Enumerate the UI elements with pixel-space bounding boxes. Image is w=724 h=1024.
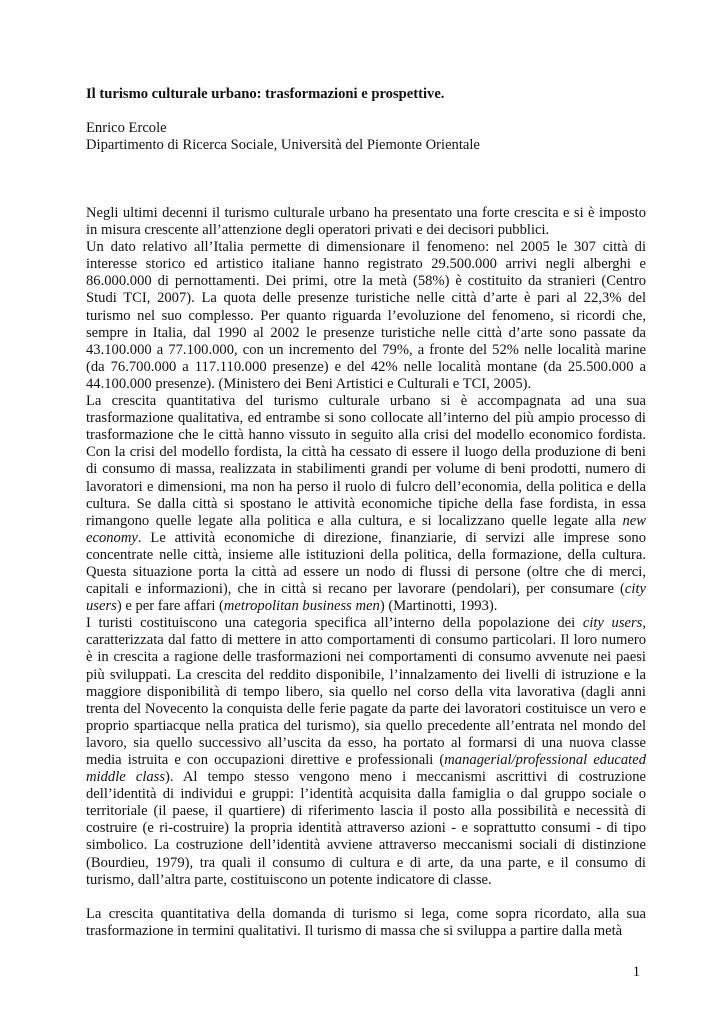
text-run: , caratterizzata dal fatto di mettere in atto comportamenti di consumo particolari. Il loro numero è in crescita a ragione delle trasformazioni nei comportamenti di consumo avvenute nei paesi più sviluppati. La crescita del reddito disponibile, l’innalzamento dei livelli di istruzione e la maggiore disponibilità di tempo libero, sia quello nel corso della vita lavorativa (dagli anni trenta del Novecento la conquista delle ferie pagate da parte dei lavoratori costituisce un vero e proprio spartiacque nella pratica del turismo), sia quello precedente all’entrata nel mondo del lavoro, sia quello successivo all’uscita da esso, ha portato al formarsi di una nuova classe media istruita e con occupazioni direttive e professionali (: [86, 615, 646, 768]
paragraph: [86, 205, 646, 239]
document-title: Il turismo culturale urbano: trasformazioni e prospettive.: [86, 86, 445, 102]
text-run: ) e per fare affari (: [116, 598, 224, 615]
paragraph: [86, 615, 646, 889]
text-run: La crescita quantitativa della domanda di turismo si lega, come sopra ricordato, alla sua trasformazione in termini qualitativi. Il turismo di massa che si sviluppa a partire dalla metà: [86, 905, 646, 939]
italic-term: managerial/professional educated middle class: [86, 752, 646, 786]
italic-term: new economy: [86, 512, 646, 546]
body-text: [86, 205, 646, 940]
author-affiliation: Dipartimento di Ricerca Sociale, Università del Piemonte Orientale: [86, 137, 480, 153]
page-number: 1: [632, 964, 640, 980]
text-run: I turisti costituiscono una categoria specifica all’interno della popolazione dei: [86, 615, 583, 632]
italic-term: metropolitan business men: [223, 598, 380, 615]
paragraph: [86, 906, 646, 940]
paragraph: [86, 239, 646, 393]
italic-term: city users: [86, 581, 646, 615]
paragraph: [86, 393, 646, 615]
text-run: Negli ultimi decenni il turismo culturale urbano ha presentato una forte crescita e si è imposto in misura crescente all’attenzione degli operatori privati e dei decisori pubblici.: [86, 205, 646, 239]
text-run: ) (Martinotti, 1993).: [379, 598, 498, 615]
text-run: ). Al tempo stesso vengono meno i meccanismi ascrittivi di costruzione dell’identità di individui e gruppi: l’identità acquisita dalla famiglia o dal gruppo sociale o territoriale (il paese, il quartiere) di riferimento lascia il posto alla possibilità e necessità di costruire (e ri-costruire) la propria identità attraverso azioni - e soprattutto consumi - di tipo simbolico. La costruzione dell’identità avviene attraverso meccanismi sociali di distinzione (Bourdieu, 1979), tra quali il consumo di cultura e di arte, da una parte, e il consumo di turismo, dall’altra parte, costituiscono un potente indicatore di classe.: [86, 769, 646, 888]
author-name: Enrico Ercole: [86, 120, 167, 136]
text-run: La crescita quantitativa del turismo culturale urbano si è accompagnata ad una sua trasformazione qualitativa, ed entrambe si sono collocate all’interno del più ampio processo di trasformazione che le città hanno vissuto in seguito alla crisi del modello economico fordista. Con la crisi del modello fordista, la città ha cessato di essere il luogo della produzione di beni di consumo di massa, realizzata in stabilimenti grandi per volume di beni prodotti, numero di lavoratori e dimensioni, ma non ha perso il ruolo di fulcro dell’economia, della politica e della cultura. Se dalla città si spostano le attività economiche tipiche della fase fordista, in essa rimangono quelle legate alla politica e alla cultura, e si localizzano quelle legate alla: [86, 393, 646, 529]
text-run: . Le attività economiche di direzione, finanziarie, di servizi alle imprese sono concentrate nelle città, insieme alle istituzioni della politica, della formazione, della cultura. Questa situazione porta la città ad essere un nodo di flussi di persone (oltre che di merci, capitali e informazioni), che in città si recano per lavorare (pendolari), per consumare (: [86, 529, 646, 598]
italic-term: city users: [582, 615, 643, 632]
text-run: Un dato relativo all’Italia permette di dimensionare il fenomeno: nel 2005 le 307 città di interesse storico ed artistico italiane hanno registrato 29.500.000 arrivi negli alberghi e 86.000.000 di pernottamenti. Dei primi, otre la metà (58%) è costituito da stranieri (Centro Studi TCI, 2007). La quota delle presenze turistiche nelle città d’arte è pari al 22,3% del turismo nel suo complesso. Per quanto riguarda l’evoluzione del fenomeno, si ricordi che, sempre in Italia, dal 1990 al 2002 le presenze turistiche nelle città d’arte sono passate da 43.100.000 a 77.100.000, con un incremento del 79%, a fronte del 52% nelle località marine (da 76.700.000 a 117.110.000 presenze) e del 42% nelle località montane (da 25.500.000 a 44.100.000 presenze). (Ministero dei Beni Artistici e Culturali e TCI, 2005).: [86, 239, 646, 392]
author-block: [86, 120, 646, 154]
